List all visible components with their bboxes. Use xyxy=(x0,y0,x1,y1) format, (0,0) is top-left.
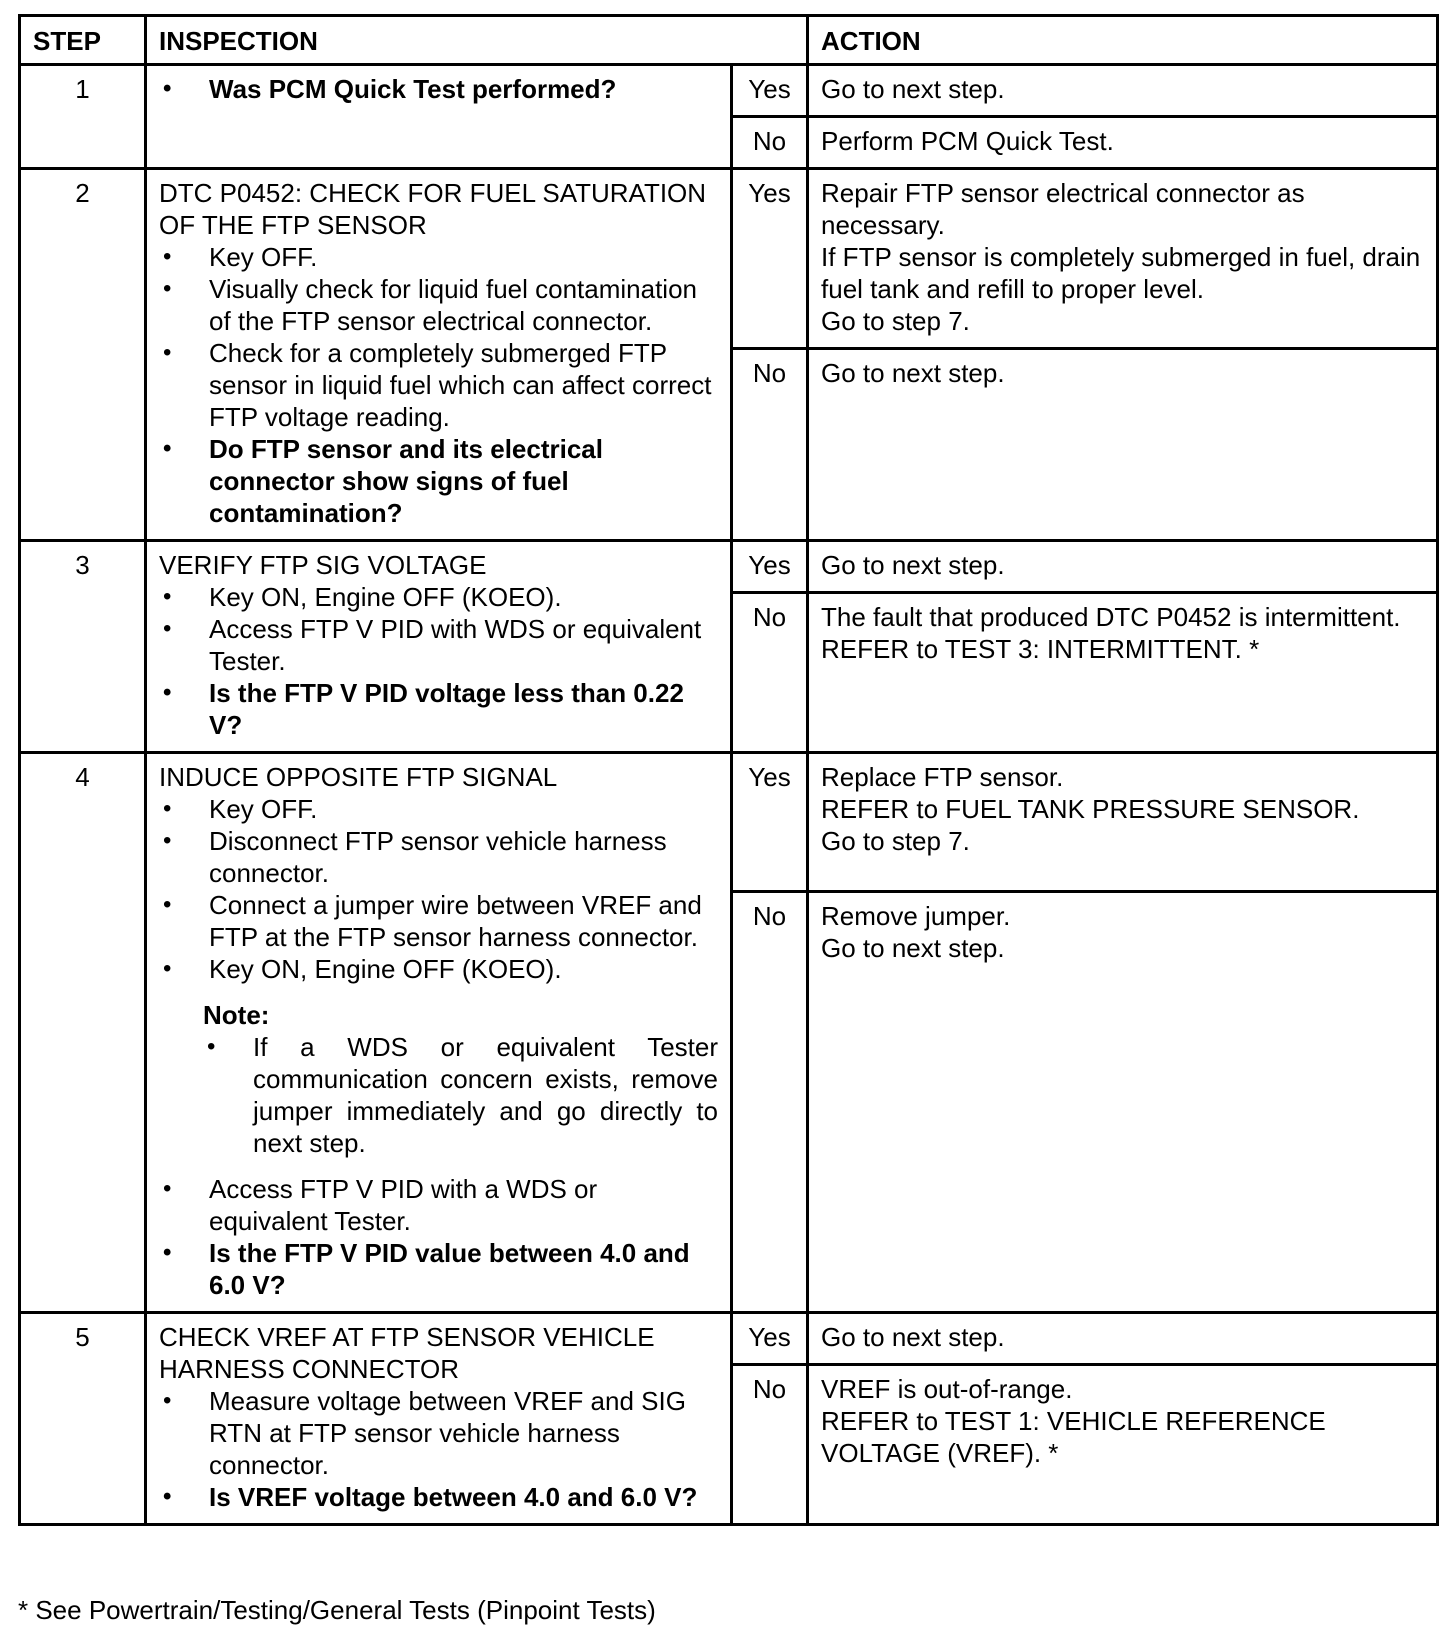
yes-action-cell xyxy=(808,541,1438,593)
note-block xyxy=(203,999,718,1159)
table-row xyxy=(20,169,1438,349)
diagnostic-procedure-document xyxy=(18,14,1436,1526)
inspection-bullet-item: • Access FTP V PID with WDS or equivalent Tester. xyxy=(159,613,718,677)
no-action-cell xyxy=(808,117,1438,169)
action-line: If FTP sensor is completely submerged in fuel, drain fuel tank and refill to proper level. xyxy=(821,242,1421,304)
yes-label: Yes xyxy=(732,169,808,349)
step-number-cell: 1 xyxy=(20,65,146,169)
note-label: Note: xyxy=(203,1000,270,1030)
action-line: Perform PCM Quick Test. xyxy=(821,126,1114,156)
yes-label: Yes xyxy=(732,65,808,117)
action-line: Replace FTP sensor. xyxy=(821,762,1064,792)
inspection-bullet-item: • Is the FTP V PID voltage less than 0.22 V? xyxy=(159,677,718,741)
table-header-row xyxy=(20,16,1438,65)
inspection-bullet-list xyxy=(159,1385,718,1513)
inspection-bullet-item: • Key ON, Engine OFF (KOEO). xyxy=(159,581,718,613)
diagnostic-step-table xyxy=(18,14,1439,1526)
action-column-header: ACTION xyxy=(808,16,1438,65)
inspection-heading: INDUCE OPPOSITE FTP SIGNAL xyxy=(159,762,558,792)
yes-label: Yes xyxy=(732,753,808,892)
no-action-cell xyxy=(808,349,1438,541)
inspection-bullet-list xyxy=(159,793,718,985)
action-line: REFER to TEST 1: VEHICLE REFERENCE VOLTAGE (VREF). * xyxy=(821,1406,1326,1468)
inspection-bullet-item: • If a WDS or equivalent Tester communication concern exists, remove jumper immediately and go directly to next step. xyxy=(203,1031,718,1159)
table-row xyxy=(20,753,1438,892)
step-number-cell: 4 xyxy=(20,753,146,1313)
yes-action-cell xyxy=(808,1313,1438,1365)
inspection-bullet-item: • Key OFF. xyxy=(159,793,718,825)
action-line: Go to next step. xyxy=(821,358,1005,388)
inspection-bullet-item: • Connect a jumper wire between VREF and FTP at the FTP sensor harness connector. xyxy=(159,889,718,953)
step-number-cell: 2 xyxy=(20,169,146,541)
inspection-bullet-item: • Do FTP sensor and its electrical connector show signs of fuel contamination? xyxy=(159,433,718,529)
no-action-cell xyxy=(808,892,1438,1313)
inspection-bullet-item: • Measure voltage between VREF and SIG RTN at FTP sensor vehicle harness connector. xyxy=(159,1385,718,1481)
action-line: Remove jumper. xyxy=(821,901,1011,931)
yes-action-cell xyxy=(808,65,1438,117)
yes-action-cell xyxy=(808,169,1438,349)
no-label: No xyxy=(732,349,808,541)
no-label: No xyxy=(732,593,808,753)
inspection-bullet-list xyxy=(159,73,718,105)
table-row xyxy=(20,1313,1438,1365)
action-line: Go to step 7. xyxy=(821,826,970,856)
inspection-bullet-item: • Is the FTP V PID value between 4.0 and 6.0 V? xyxy=(159,1237,718,1301)
inspection-cell xyxy=(146,1313,732,1525)
inspection-bullet-item: • Was PCM Quick Test performed? xyxy=(159,73,718,105)
step-column-header: STEP xyxy=(20,16,146,65)
inspection-bullet-item: • Check for a completely submerged FTP sensor in liquid fuel which can affect correct FTP voltage reading. xyxy=(159,337,718,433)
inspection-column-header: INSPECTION xyxy=(146,16,808,65)
yes-action-cell xyxy=(808,753,1438,892)
action-line: REFER to TEST 3: INTERMITTENT. * xyxy=(821,634,1260,664)
inspection-bullet-list xyxy=(159,241,718,529)
inspection-heading: CHECK VREF AT FTP SENSOR VEHICLE HARNESS CONNECTOR xyxy=(159,1322,655,1384)
yes-label: Yes xyxy=(732,541,808,593)
inspection-bullet-item: • Key ON, Engine OFF (KOEO). xyxy=(159,953,718,985)
inspection-bullet-item: • Key OFF. xyxy=(159,241,718,273)
inspection-cell xyxy=(146,541,732,753)
inspection-bullet-item: • Disconnect FTP sensor vehicle harness connector. xyxy=(159,825,718,889)
no-action-cell xyxy=(808,1365,1438,1525)
yes-label: Yes xyxy=(732,1313,808,1365)
no-label: No xyxy=(732,892,808,1313)
action-line: VREF is out-of-range. xyxy=(821,1374,1073,1404)
inspection-bullet-item: • Visually check for liquid fuel contamination of the FTP sensor electrical connector. xyxy=(159,273,718,337)
action-line: Go to next step. xyxy=(821,933,1005,963)
action-line: Go to next step. xyxy=(821,1322,1005,1352)
note-bullet-list xyxy=(203,1031,718,1159)
inspection-bullet-list xyxy=(159,581,718,741)
action-line: Go to next step. xyxy=(821,74,1005,104)
action-line: Go to next step. xyxy=(821,550,1005,580)
step-number-cell: 5 xyxy=(20,1313,146,1525)
no-action-cell xyxy=(808,593,1438,753)
action-line: REFER to FUEL TANK PRESSURE SENSOR. xyxy=(821,794,1360,824)
footnote: * See Powertrain/Testing/General Tests (Pinpoint Tests) xyxy=(18,1595,656,1625)
table-row xyxy=(20,65,1438,117)
inspection-heading: DTC P0452: CHECK FOR FUEL SATURATION OF THE FTP SENSOR xyxy=(159,178,707,240)
no-label: No xyxy=(732,1365,808,1525)
table-row xyxy=(20,541,1438,593)
action-line: Repair FTP sensor electrical connector as necessary. xyxy=(821,178,1305,240)
action-line: Go to step 7. xyxy=(821,306,970,336)
inspection-bullet-item: • Access FTP V PID with a WDS or equivalent Tester. xyxy=(159,1173,718,1237)
inspection-cell xyxy=(146,753,732,1313)
inspection-bullet-list-continued xyxy=(159,1173,718,1301)
inspection-cell xyxy=(146,65,732,169)
action-line: The fault that produced DTC P0452 is intermittent. xyxy=(821,602,1401,632)
step-number-cell: 3 xyxy=(20,541,146,753)
no-label: No xyxy=(732,117,808,169)
inspection-bullet-item: • Is VREF voltage between 4.0 and 6.0 V? xyxy=(159,1481,718,1513)
inspection-cell xyxy=(146,169,732,541)
inspection-heading: VERIFY FTP SIG VOLTAGE xyxy=(159,550,487,580)
